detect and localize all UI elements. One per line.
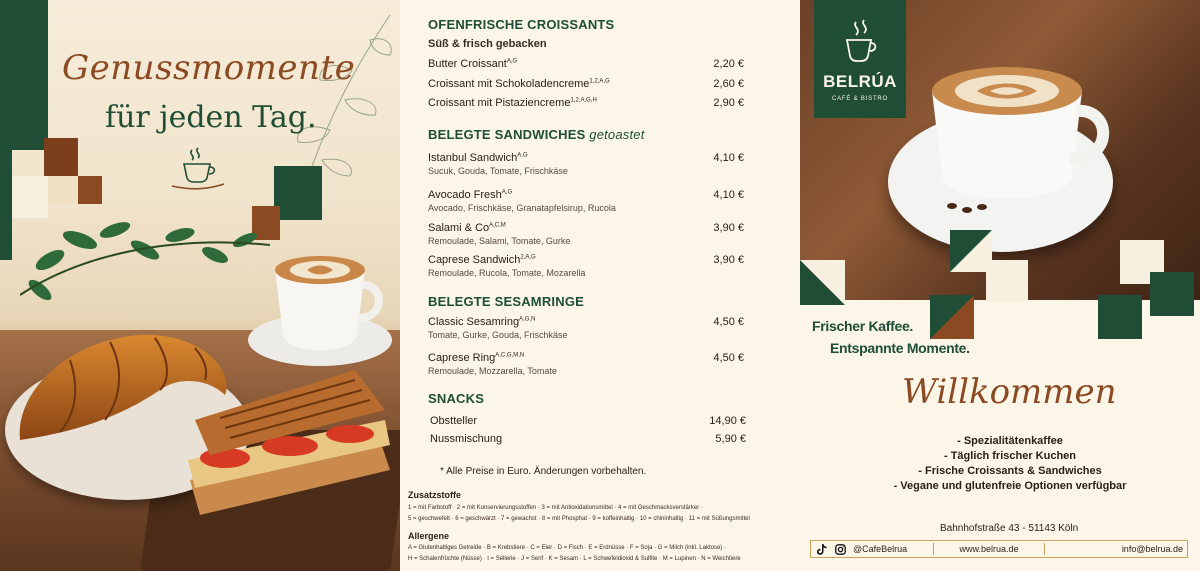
- deco-square-green: [274, 166, 322, 220]
- social-handle[interactable]: @CafeBelrua: [853, 544, 908, 554]
- menu-item: Avocado Fresh$^{A,G}$ 4,10 € Avocado, Frischkäse, Granatapfelsirup, Rucola: [428, 189, 744, 213]
- email-link[interactable]: info@belrua.de: [1121, 544, 1183, 554]
- address: Bahnhofstraße 43 - 51143 Köln: [940, 523, 1079, 534]
- price: 2,20 €: [713, 58, 744, 70]
- tiktok-icon[interactable]: [815, 543, 829, 555]
- item-description: Avocado, Frischkäse, Granatapfelsirup, Rucola: [428, 203, 616, 213]
- logo-name: BELRÚA: [823, 72, 897, 91]
- headline-line1: Genussmomente: [62, 48, 356, 88]
- menu-item: Nussmischung 5,90 €: [430, 433, 746, 445]
- contact-bar: [810, 540, 1188, 558]
- menu-item: Salami & $Co^{A,C,M}$ 3,90 € Remoulade, Salami, Tomate, Gurke: [428, 222, 744, 246]
- tagline-line2: Entspannte Momente.: [830, 340, 970, 356]
- headline-line2: für jeden Tag.: [105, 100, 317, 135]
- feature-item: - Spezialitätenkaffee: [957, 435, 1063, 447]
- price-note: * Alle Preise in Euro. Änderungen vorbehalten.: [440, 466, 647, 477]
- price: 4,50 €: [713, 352, 744, 364]
- section-title-croissants: OFENFRISCHE CROISSANTS: [428, 17, 615, 32]
- price: 14,90 €: [709, 415, 746, 427]
- tagline-line1: Frischer Kaffee.: [812, 318, 914, 334]
- price: 4,10 €: [713, 152, 744, 164]
- menu-item: Istanbul Sandwich$^{A,G}$ 4,10 € Sucuk, Gouda, Tomate, Frischkäse: [428, 152, 744, 176]
- item-description: Remoulade, Rucola, Tomate, Mozarella: [428, 268, 586, 278]
- additives-text: 5 = geschwefelt · 6 = geschwärzt · 7 = gewachst · 8 = mit Phosphat · 9 = koffeinhaltig · 10 = chininhaltig · 11 = mit Süßungsmittel: [408, 516, 750, 522]
- logo-cup-icon: [842, 18, 878, 66]
- feature-item: - Frische Croissants & Sandwiches: [918, 465, 1102, 477]
- green-strip: [0, 0, 48, 150]
- coffee-cup-icon: [170, 146, 226, 192]
- welcome-heading: Willkommen: [902, 372, 1117, 412]
- price: 4,50 €: [713, 316, 744, 328]
- feature-item: - Vegane und glutenfreie Optionen verfügbar: [893, 480, 1127, 492]
- price: 2,90 €: [713, 97, 744, 109]
- price: 3,90 €: [713, 254, 744, 266]
- menu-item: Butter Croissant$^{A,G}$ 2,20 €: [428, 58, 744, 70]
- menu-item: Caprese Ring$^{A,C,G,M,N}$ 4,50 € Remoulade, Mozzarella, Tomate: [428, 352, 744, 376]
- right-panel: [800, 0, 1200, 571]
- item-description: Tomate, Gurke, Gouda, Frischkäse: [428, 330, 568, 340]
- allergens-text: A = Glutenhaltiges Getreide · B = Krebstiere · C = Eier · D = Fisch · E = Erdnüsse · F = Soja · G = Milch (inkl. Laktose) ·: [408, 545, 726, 551]
- section-title-sandwiches: BELEGTE SANDWICHES getoastet: [428, 127, 645, 142]
- deco-square-brown: [44, 138, 78, 176]
- logo-subtitle: CAFÉ & BISTRO: [831, 96, 889, 102]
- features-list: [840, 434, 1180, 494]
- feature-item: - Täglich frischer Kuchen: [943, 450, 1077, 462]
- allergens-title: Allergene: [408, 531, 450, 541]
- latte-cup-illustration: [922, 46, 1112, 216]
- menu-item: Classic Sesamring$^{A,G,N}$ 4,50 € Tomate, Gurke, Gouda, Frischkäse: [428, 316, 744, 340]
- price: 3,90 €: [713, 222, 744, 234]
- price: 5,90 €: [715, 433, 746, 445]
- item-description: Remoulade, Salami, Tomate, Gurke: [428, 236, 571, 246]
- left-panel: [0, 0, 400, 571]
- toasted-sandwich-illustration: [180, 350, 395, 530]
- item-description: Remoulade, Mozzarella, Tomate: [428, 366, 557, 376]
- menu-item: Caprese Sandwich$^{2,A,G}$ 3,90 € Remoulade, Rucola, Tomate, Mozarella: [428, 254, 744, 278]
- section-title-sesamringe: BELEGTE SESAMRINGE: [428, 294, 585, 309]
- section-subtitle-croissants: Süß & frisch gebacken: [428, 38, 547, 50]
- menu-item: Obstteller 14,90 €: [430, 415, 746, 427]
- price: 4,10 €: [713, 189, 744, 201]
- allergens-text: H = Schalenfrüchte (Nüsse) · I = Sellerie · J = Senf · K = Sesam · L = Schwefeldioxid & Sulfite · M = Lupinen · N = Weichtiere: [408, 556, 741, 562]
- website-link[interactable]: www.belrua.de: [959, 544, 1019, 554]
- price: 2,60 €: [713, 78, 744, 90]
- menu-panel: [400, 0, 800, 571]
- menu-item: Croissant mit Schokoladencreme$^{1,2,A,G}$ 2,60 €: [428, 78, 744, 90]
- additives-text: 1 = mit Farbstoff · 2 = mit Konservierungsstoffen · 3 = mit Antioxidationsmittel · 4 = mit Geschmacksverstärker ·: [408, 505, 703, 511]
- instagram-icon[interactable]: [833, 543, 847, 555]
- menu-item: Croissant mit Pistaziencreme$^{1,2,A,G,H}$ 2,90 €: [428, 97, 744, 109]
- item-description: Sucuk, Gouda, Tomate, Frischkäse: [428, 166, 568, 176]
- green-strip-lower: [0, 150, 12, 260]
- additives-title: Zusatzstoffe: [408, 490, 462, 500]
- section-title-snacks: SNACKS: [428, 391, 485, 406]
- plant-leaves-illustration: [20, 200, 270, 310]
- logo: [814, 0, 906, 118]
